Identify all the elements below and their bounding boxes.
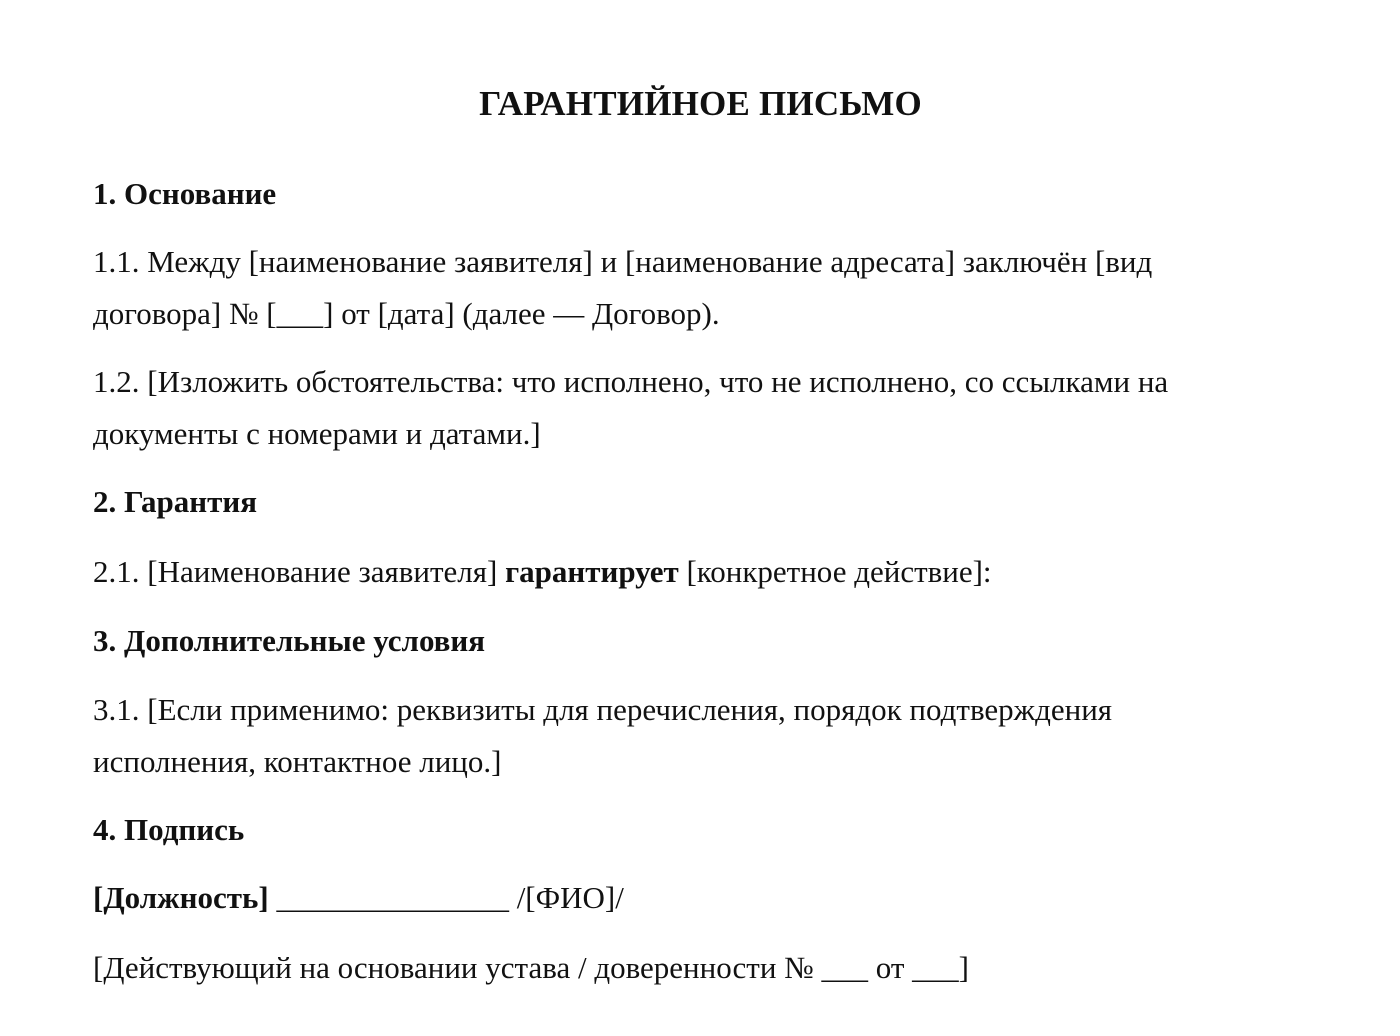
- paragraph-1-2: [93, 356, 1308, 460]
- section-3-heading: 3. Дополнительные условия: [93, 623, 486, 658]
- section-4-heading: 4. Подпись: [93, 812, 245, 847]
- paragraph-1-2-line-2: документы с номерами и датами.]: [93, 416, 541, 451]
- paragraph-2-1-bold-word: гарантирует: [505, 554, 679, 589]
- signature-line: [93, 878, 624, 918]
- paragraph-1-1-line-2: договора] № [___] от [дата] (далее — Договор).: [93, 296, 720, 331]
- paragraph-2-1-text-start: 2.1. [Наименование заявителя]: [93, 554, 506, 589]
- section-2-heading: 2. Гарантия: [93, 484, 257, 519]
- paragraph-2-1-text-end: [конкретное действие]:: [678, 554, 992, 589]
- paragraph-1-2-line-1: 1.2. [Изложить обстоятельства: что исполнено, что не исполнено, со ссылками на: [93, 364, 1169, 399]
- authority-line: [Действующий на основании устава / доверенности № ___ от ___]: [93, 950, 969, 985]
- paragraph-2-1: [93, 552, 992, 592]
- paragraph-3-1-line-1: 3.1. [Если применимо: реквизиты для перечисления, порядок подтверждения: [93, 692, 1113, 727]
- document-title: ГАРАНТИЙНОЕ ПИСЬМО: [479, 84, 922, 123]
- paragraph-1-1-line-1: 1.1. Между [наименование заявителя] и [наименование адресата] заключён [вид: [93, 244, 1153, 279]
- section-1-heading: 1. Основание: [93, 176, 277, 211]
- paragraph-3-1: [93, 684, 1308, 788]
- signature-fio: _______________ /[ФИО]/: [268, 880, 624, 915]
- paragraph-1-1: [93, 236, 1308, 340]
- position-label: [Должность]: [93, 880, 269, 915]
- paragraph-3-1-line-2: исполнения, контактное лицо.]: [93, 744, 502, 779]
